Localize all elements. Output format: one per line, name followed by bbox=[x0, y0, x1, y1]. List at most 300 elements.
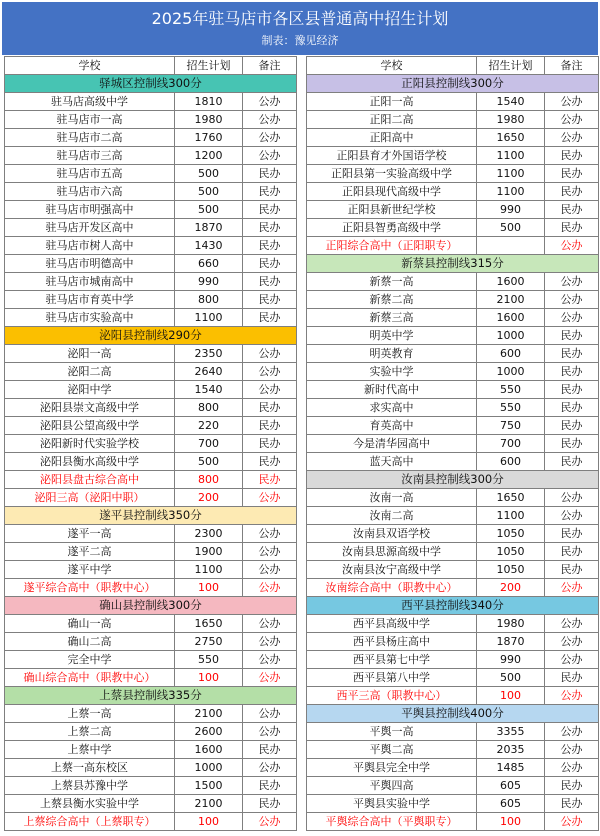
table-row bbox=[5, 705, 297, 723]
enrollment-plan-cell: 2640 bbox=[175, 363, 243, 381]
enrollment-plan-cell: 1430 bbox=[175, 237, 243, 255]
enrollment-plan-cell: 1900 bbox=[175, 543, 243, 561]
left-table-body bbox=[5, 75, 297, 831]
school-name-cell: 新蔡三高 bbox=[307, 309, 477, 327]
school-name-cell: 新蔡二高 bbox=[307, 291, 477, 309]
district-section-header bbox=[307, 471, 599, 489]
school-type-cell: 公办 bbox=[545, 93, 599, 111]
table-row bbox=[307, 489, 599, 507]
school-type-cell: 公办 bbox=[243, 579, 297, 597]
enrollment-plan-cell: 800 bbox=[175, 471, 243, 489]
school-name-cell: 西平县第八中学 bbox=[307, 669, 477, 687]
district-section-header bbox=[5, 687, 297, 705]
school-type-cell: 民办 bbox=[243, 273, 297, 291]
school-column-header: 学校 bbox=[307, 57, 477, 75]
table-row bbox=[5, 165, 297, 183]
enrollment-plan-cell: 1050 bbox=[477, 525, 545, 543]
school-type-cell: 民办 bbox=[243, 219, 297, 237]
school-name-cell: 上蔡县苏豫中学 bbox=[5, 777, 175, 795]
note-column-header: 备注 bbox=[545, 57, 599, 75]
enrollment-plan-cell: 700 bbox=[477, 435, 545, 453]
table-row bbox=[307, 147, 599, 165]
table-row bbox=[307, 813, 599, 831]
plan-column-header: 招生计划 bbox=[477, 57, 545, 75]
school-type-cell: 民办 bbox=[243, 453, 297, 471]
school-type-cell: 公办 bbox=[243, 543, 297, 561]
school-type-cell: 民办 bbox=[545, 453, 599, 471]
enrollment-plan-cell: 2100 bbox=[477, 291, 545, 309]
enrollment-plan-cell: 500 bbox=[477, 669, 545, 687]
table-row bbox=[5, 183, 297, 201]
school-type-cell: 公办 bbox=[243, 111, 297, 129]
page-subtitle: 制表：豫见经济 bbox=[261, 34, 339, 47]
enrollment-plan-cell: 1100 bbox=[477, 147, 545, 165]
table-row bbox=[307, 723, 599, 741]
table-row bbox=[5, 489, 297, 507]
note-column-header: 备注 bbox=[243, 57, 297, 75]
school-name-cell: 驻马店市五高 bbox=[5, 165, 175, 183]
school-name-cell: 正阳县育才外国语学校 bbox=[307, 147, 477, 165]
school-type-cell: 公办 bbox=[545, 291, 599, 309]
table-row bbox=[307, 345, 599, 363]
school-name-cell: 明英教育 bbox=[307, 345, 477, 363]
school-name-cell: 驻马店市二高 bbox=[5, 129, 175, 147]
enrollment-plan-cell: 2035 bbox=[477, 741, 545, 759]
enrollment-plan-cell: 550 bbox=[477, 381, 545, 399]
table-row bbox=[307, 417, 599, 435]
school-name-cell: 驻马店市明强高中 bbox=[5, 201, 175, 219]
enrollment-plan-cell: 1540 bbox=[175, 381, 243, 399]
school-type-cell: 民办 bbox=[243, 435, 297, 453]
enrollment-plan-cell: 1870 bbox=[477, 633, 545, 651]
school-name-cell: 育英高中 bbox=[307, 417, 477, 435]
school-type-cell: 公办 bbox=[545, 723, 599, 741]
table-row bbox=[5, 399, 297, 417]
enrollment-plan-cell: 1100 bbox=[175, 561, 243, 579]
school-column-header: 学校 bbox=[5, 57, 175, 75]
right-table-column bbox=[306, 56, 598, 831]
district-title: 泌阳县控制线290分 bbox=[5, 327, 297, 345]
district-title: 上蔡县控制线335分 bbox=[5, 687, 297, 705]
district-section-header bbox=[5, 597, 297, 615]
enrollment-plan-cell: 100 bbox=[477, 687, 545, 705]
school-name-cell: 汝南县汝宁高级中学 bbox=[307, 561, 477, 579]
school-name-cell: 蓝天高中 bbox=[307, 453, 477, 471]
right-header-row bbox=[307, 57, 599, 75]
school-type-cell: 民办 bbox=[545, 435, 599, 453]
school-type-cell: 民办 bbox=[243, 399, 297, 417]
table-row bbox=[307, 165, 599, 183]
school-name-cell: 平舆一高 bbox=[307, 723, 477, 741]
school-type-cell: 民办 bbox=[545, 183, 599, 201]
school-type-cell: 公办 bbox=[243, 93, 297, 111]
enrollment-plan-cell: 1810 bbox=[175, 93, 243, 111]
school-type-cell: 民办 bbox=[545, 201, 599, 219]
district-title: 正阳县控制线300分 bbox=[307, 75, 599, 93]
school-type-cell: 公办 bbox=[243, 615, 297, 633]
enrollment-plan-cell: 100 bbox=[175, 579, 243, 597]
school-type-cell: 公办 bbox=[545, 813, 599, 831]
school-type-cell: 公办 bbox=[545, 111, 599, 129]
school-type-cell: 民办 bbox=[545, 147, 599, 165]
school-name-cell: 西平县高级中学 bbox=[307, 615, 477, 633]
enrollment-plan-cell: 750 bbox=[477, 417, 545, 435]
school-name-cell: 正阳一高 bbox=[307, 93, 477, 111]
school-type-cell: 民办 bbox=[243, 471, 297, 489]
table-row bbox=[307, 363, 599, 381]
table-row bbox=[307, 795, 599, 813]
district-section-header bbox=[5, 75, 297, 93]
school-name-cell: 平舆县实验中学 bbox=[307, 795, 477, 813]
enrollment-plan-cell: 550 bbox=[175, 651, 243, 669]
enrollment-plan-cell: 1540 bbox=[477, 93, 545, 111]
enrollment-plan-cell: 2100 bbox=[175, 705, 243, 723]
table-row bbox=[307, 687, 599, 705]
enrollment-plan-cell: 1870 bbox=[175, 219, 243, 237]
school-type-cell: 民办 bbox=[545, 327, 599, 345]
enrollment-plan-cell: 600 bbox=[477, 453, 545, 471]
school-name-cell: 遂平中学 bbox=[5, 561, 175, 579]
school-type-cell: 公办 bbox=[545, 309, 599, 327]
school-name-cell: 正阳高中 bbox=[307, 129, 477, 147]
district-section-header bbox=[307, 597, 599, 615]
table-row bbox=[307, 633, 599, 651]
school-name-cell: 平舆四高 bbox=[307, 777, 477, 795]
school-type-cell: 民办 bbox=[545, 345, 599, 363]
enrollment-plan-cell: 500 bbox=[477, 219, 545, 237]
school-type-cell: 民办 bbox=[243, 201, 297, 219]
enrollment-plan-cell: 220 bbox=[175, 417, 243, 435]
school-type-cell: 公办 bbox=[243, 723, 297, 741]
school-name-cell: 汝南一高 bbox=[307, 489, 477, 507]
table-row bbox=[307, 93, 599, 111]
table-row bbox=[307, 435, 599, 453]
table-row bbox=[307, 543, 599, 561]
school-type-cell: 民办 bbox=[243, 291, 297, 309]
table-row bbox=[5, 561, 297, 579]
school-type-cell: 民办 bbox=[545, 561, 599, 579]
school-name-cell: 遂平一高 bbox=[5, 525, 175, 543]
school-type-cell: 公办 bbox=[545, 489, 599, 507]
table-row bbox=[307, 579, 599, 597]
school-type-cell: 公办 bbox=[545, 273, 599, 291]
school-name-cell: 驻马店高级中学 bbox=[5, 93, 175, 111]
school-type-cell: 公办 bbox=[545, 633, 599, 651]
school-name-cell: 确山二高 bbox=[5, 633, 175, 651]
enrollment-plan-cell: 100 bbox=[175, 813, 243, 831]
school-type-cell: 民办 bbox=[243, 309, 297, 327]
enrollment-plan-cell: 1200 bbox=[175, 147, 243, 165]
table-row bbox=[5, 813, 297, 831]
school-name-cell: 正阳综合高中（正阳职专） bbox=[307, 237, 477, 255]
table-row bbox=[307, 651, 599, 669]
district-title: 新蔡县控制线315分 bbox=[307, 255, 599, 273]
school-type-cell: 公办 bbox=[545, 507, 599, 525]
table-row bbox=[5, 93, 297, 111]
school-name-cell: 驻马店开发区高中 bbox=[5, 219, 175, 237]
table-row bbox=[5, 543, 297, 561]
enrollment-plan-cell: 990 bbox=[175, 273, 243, 291]
school-name-cell: 正阳县新世纪学校 bbox=[307, 201, 477, 219]
enrollment-plan-cell: 1000 bbox=[477, 327, 545, 345]
school-type-cell: 公办 bbox=[545, 579, 599, 597]
school-type-cell: 公办 bbox=[545, 741, 599, 759]
table-row bbox=[5, 795, 297, 813]
school-type-cell: 民办 bbox=[243, 795, 297, 813]
table-row bbox=[307, 669, 599, 687]
school-name-cell: 泌阳中学 bbox=[5, 381, 175, 399]
school-type-cell: 公办 bbox=[243, 489, 297, 507]
school-name-cell: 汝南县思源高级中学 bbox=[307, 543, 477, 561]
school-name-cell: 泌阳县公望高级中学 bbox=[5, 417, 175, 435]
school-type-cell: 民办 bbox=[545, 777, 599, 795]
school-name-cell: 西平三高（职教中心） bbox=[307, 687, 477, 705]
table-row bbox=[307, 291, 599, 309]
school-type-cell: 公办 bbox=[243, 147, 297, 165]
school-name-cell: 上蔡二高 bbox=[5, 723, 175, 741]
school-type-cell: 公办 bbox=[243, 129, 297, 147]
school-name-cell: 遂平综合高中（职教中心） bbox=[5, 579, 175, 597]
enrollment-plan-cell: 1760 bbox=[175, 129, 243, 147]
school-type-cell: 公办 bbox=[545, 615, 599, 633]
table-row bbox=[5, 633, 297, 651]
school-name-cell: 上蔡一高东校区 bbox=[5, 759, 175, 777]
table-row bbox=[5, 291, 297, 309]
school-type-cell: 民办 bbox=[545, 165, 599, 183]
table-row bbox=[5, 615, 297, 633]
school-type-cell: 民办 bbox=[243, 183, 297, 201]
school-name-cell: 驻马店市一高 bbox=[5, 111, 175, 129]
table-row bbox=[307, 129, 599, 147]
table-row bbox=[5, 345, 297, 363]
school-type-cell: 公办 bbox=[243, 669, 297, 687]
district-title: 驿城区控制线300分 bbox=[5, 75, 297, 93]
school-name-cell: 上蔡综合高中（上蔡职专） bbox=[5, 813, 175, 831]
school-name-cell: 完全中学 bbox=[5, 651, 175, 669]
district-title: 平舆县控制线400分 bbox=[307, 705, 599, 723]
table-row bbox=[5, 759, 297, 777]
enrollment-plan-cell: 550 bbox=[477, 399, 545, 417]
school-name-cell: 遂平二高 bbox=[5, 543, 175, 561]
school-name-cell: 明英中学 bbox=[307, 327, 477, 345]
enrollment-plan-cell: 500 bbox=[175, 453, 243, 471]
table-row bbox=[307, 777, 599, 795]
table-row bbox=[307, 561, 599, 579]
enrollment-plan-cell: 1050 bbox=[477, 561, 545, 579]
school-name-cell: 正阳县智勇高级中学 bbox=[307, 219, 477, 237]
table-row bbox=[5, 723, 297, 741]
enrollment-plan-cell: 600 bbox=[477, 345, 545, 363]
enrollment-plan-cell: 1980 bbox=[477, 111, 545, 129]
table-row bbox=[5, 381, 297, 399]
table-row bbox=[5, 651, 297, 669]
district-section-header bbox=[5, 327, 297, 345]
school-name-cell: 平舆综合高中（平舆职专） bbox=[307, 813, 477, 831]
district-section-header bbox=[307, 255, 599, 273]
school-name-cell: 正阳县现代高级中学 bbox=[307, 183, 477, 201]
school-type-cell: 公办 bbox=[545, 129, 599, 147]
enrollment-plan-cell: 200 bbox=[477, 579, 545, 597]
school-name-cell: 上蔡一高 bbox=[5, 705, 175, 723]
enrollment-plan-cell: 1600 bbox=[477, 273, 545, 291]
enrollment-plan-cell: 3355 bbox=[477, 723, 545, 741]
district-title: 确山县控制线300分 bbox=[5, 597, 297, 615]
enrollment-plan-cell: 2300 bbox=[175, 525, 243, 543]
school-name-cell: 今是清华园高中 bbox=[307, 435, 477, 453]
school-name-cell: 正阳县第一实验高级中学 bbox=[307, 165, 477, 183]
district-section-header bbox=[307, 705, 599, 723]
table-row bbox=[5, 309, 297, 327]
enrollment-plan-cell: 605 bbox=[477, 795, 545, 813]
table-row bbox=[5, 273, 297, 291]
school-type-cell: 民办 bbox=[243, 237, 297, 255]
enrollment-plan-cell: 990 bbox=[477, 201, 545, 219]
table-row bbox=[5, 435, 297, 453]
school-type-cell: 民办 bbox=[545, 399, 599, 417]
enrollment-plan-cell: 500 bbox=[175, 201, 243, 219]
enrollment-plan-cell: 1100 bbox=[175, 309, 243, 327]
school-name-cell: 平舆县完全中学 bbox=[307, 759, 477, 777]
district-title: 西平县控制线340分 bbox=[307, 597, 599, 615]
page-title: 2025年驻马店市各区县普通高中招生计划 bbox=[151, 9, 449, 28]
school-type-cell: 公办 bbox=[243, 561, 297, 579]
table-row bbox=[5, 363, 297, 381]
table-row bbox=[307, 309, 599, 327]
table-row bbox=[307, 759, 599, 777]
table-row bbox=[307, 381, 599, 399]
enrollment-plan-cell: 1980 bbox=[477, 615, 545, 633]
school-type-cell: 公办 bbox=[545, 687, 599, 705]
table-row bbox=[307, 219, 599, 237]
school-type-cell: 民办 bbox=[545, 543, 599, 561]
table-row bbox=[5, 147, 297, 165]
enrollment-plan-cell: 500 bbox=[175, 165, 243, 183]
table-row bbox=[5, 471, 297, 489]
enrollment-plan-cell: 1100 bbox=[477, 507, 545, 525]
school-name-cell: 确山一高 bbox=[5, 615, 175, 633]
enrollment-plan-cell: 1485 bbox=[477, 759, 545, 777]
enrollment-plan-cell: 1600 bbox=[477, 309, 545, 327]
table-row bbox=[307, 525, 599, 543]
right-table-body bbox=[307, 75, 599, 831]
school-type-cell: 民办 bbox=[545, 669, 599, 687]
table-row bbox=[5, 579, 297, 597]
school-type-cell: 民办 bbox=[243, 777, 297, 795]
school-name-cell: 新蔡一高 bbox=[307, 273, 477, 291]
school-name-cell: 汝南县双语学校 bbox=[307, 525, 477, 543]
school-type-cell: 公办 bbox=[243, 381, 297, 399]
school-type-cell: 公办 bbox=[545, 651, 599, 669]
enrollment-plan-cell: 500 bbox=[175, 183, 243, 201]
school-type-cell: 民办 bbox=[243, 165, 297, 183]
school-name-cell: 汝南综合高中（职教中心） bbox=[307, 579, 477, 597]
enrollment-plan-cell: 800 bbox=[175, 291, 243, 309]
enrollment-plan-cell: 1980 bbox=[175, 111, 243, 129]
table-row bbox=[5, 255, 297, 273]
left-header-row bbox=[5, 57, 297, 75]
table-row bbox=[307, 327, 599, 345]
enrollment-plan-cell: 2100 bbox=[175, 795, 243, 813]
table-row bbox=[5, 525, 297, 543]
enrollment-plan-cell: 660 bbox=[175, 255, 243, 273]
enrollment-plan-cell: 1100 bbox=[477, 183, 545, 201]
school-name-cell: 驻马店市育英中学 bbox=[5, 291, 175, 309]
school-name-cell: 西平县第七中学 bbox=[307, 651, 477, 669]
school-name-cell: 确山综合高中（职教中心） bbox=[5, 669, 175, 687]
enrollment-plan-cell: 1650 bbox=[477, 129, 545, 147]
table-row bbox=[307, 273, 599, 291]
school-name-cell: 泌阳县崇文高级中学 bbox=[5, 399, 175, 417]
school-name-cell: 泌阳新时代实验学校 bbox=[5, 435, 175, 453]
enrollment-plan-cell: 100 bbox=[477, 813, 545, 831]
district-title: 汝南县控制线300分 bbox=[307, 471, 599, 489]
enrollment-plan-cell: 1600 bbox=[175, 741, 243, 759]
school-name-cell: 驻马店市三高 bbox=[5, 147, 175, 165]
school-type-cell: 民办 bbox=[545, 525, 599, 543]
school-name-cell: 平舆二高 bbox=[307, 741, 477, 759]
table-row bbox=[5, 129, 297, 147]
enrollment-plan-cell: 1000 bbox=[477, 363, 545, 381]
table-row bbox=[307, 201, 599, 219]
school-name-cell: 西平县杨庄高中 bbox=[307, 633, 477, 651]
table-row bbox=[5, 669, 297, 687]
enrollment-plan-cell: 1650 bbox=[175, 615, 243, 633]
school-name-cell: 驻马店市六高 bbox=[5, 183, 175, 201]
district-section-header bbox=[5, 507, 297, 525]
school-type-cell: 公办 bbox=[243, 813, 297, 831]
district-title: 遂平县控制线350分 bbox=[5, 507, 297, 525]
table-row bbox=[307, 111, 599, 129]
enrollment-plan-cell: 2750 bbox=[175, 633, 243, 651]
school-name-cell: 驻马店市明德高中 bbox=[5, 255, 175, 273]
school-name-cell: 求实高中 bbox=[307, 399, 477, 417]
enrollment-plan-cell: 200 bbox=[175, 489, 243, 507]
school-name-cell: 泌阳一高 bbox=[5, 345, 175, 363]
school-name-cell: 实验中学 bbox=[307, 363, 477, 381]
table-row bbox=[307, 453, 599, 471]
table-row bbox=[5, 741, 297, 759]
school-name-cell: 驻马店市实验高中 bbox=[5, 309, 175, 327]
school-type-cell: 公办 bbox=[243, 759, 297, 777]
school-type-cell: 民办 bbox=[243, 741, 297, 759]
table-row bbox=[5, 777, 297, 795]
enrollment-plan-cell: 100 bbox=[175, 669, 243, 687]
enrollment-plan-cell: 2350 bbox=[175, 345, 243, 363]
enrollment-plan-cell: 800 bbox=[175, 399, 243, 417]
school-type-cell: 公办 bbox=[243, 363, 297, 381]
school-type-cell: 民办 bbox=[243, 417, 297, 435]
school-type-cell: 公办 bbox=[545, 759, 599, 777]
table-row bbox=[307, 399, 599, 417]
table-row bbox=[307, 183, 599, 201]
school-type-cell: 公办 bbox=[243, 633, 297, 651]
school-name-cell: 上蔡中学 bbox=[5, 741, 175, 759]
school-name-cell: 汝南二高 bbox=[307, 507, 477, 525]
district-section-header bbox=[307, 75, 599, 93]
enrollment-plan-cell: 2600 bbox=[175, 723, 243, 741]
table-row bbox=[5, 453, 297, 471]
enrollment-plan-cell: 700 bbox=[175, 435, 243, 453]
school-name-cell: 驻马店市城南高中 bbox=[5, 273, 175, 291]
table-row bbox=[307, 237, 599, 255]
table-row bbox=[307, 741, 599, 759]
enrollment-plan-cell: 1000 bbox=[175, 759, 243, 777]
school-name-cell: 泌阳县衡水高级中学 bbox=[5, 453, 175, 471]
school-type-cell: 公办 bbox=[545, 237, 599, 255]
school-name-cell: 泌阳三高（泌阳中职） bbox=[5, 489, 175, 507]
school-type-cell: 民办 bbox=[545, 363, 599, 381]
table-row bbox=[5, 201, 297, 219]
